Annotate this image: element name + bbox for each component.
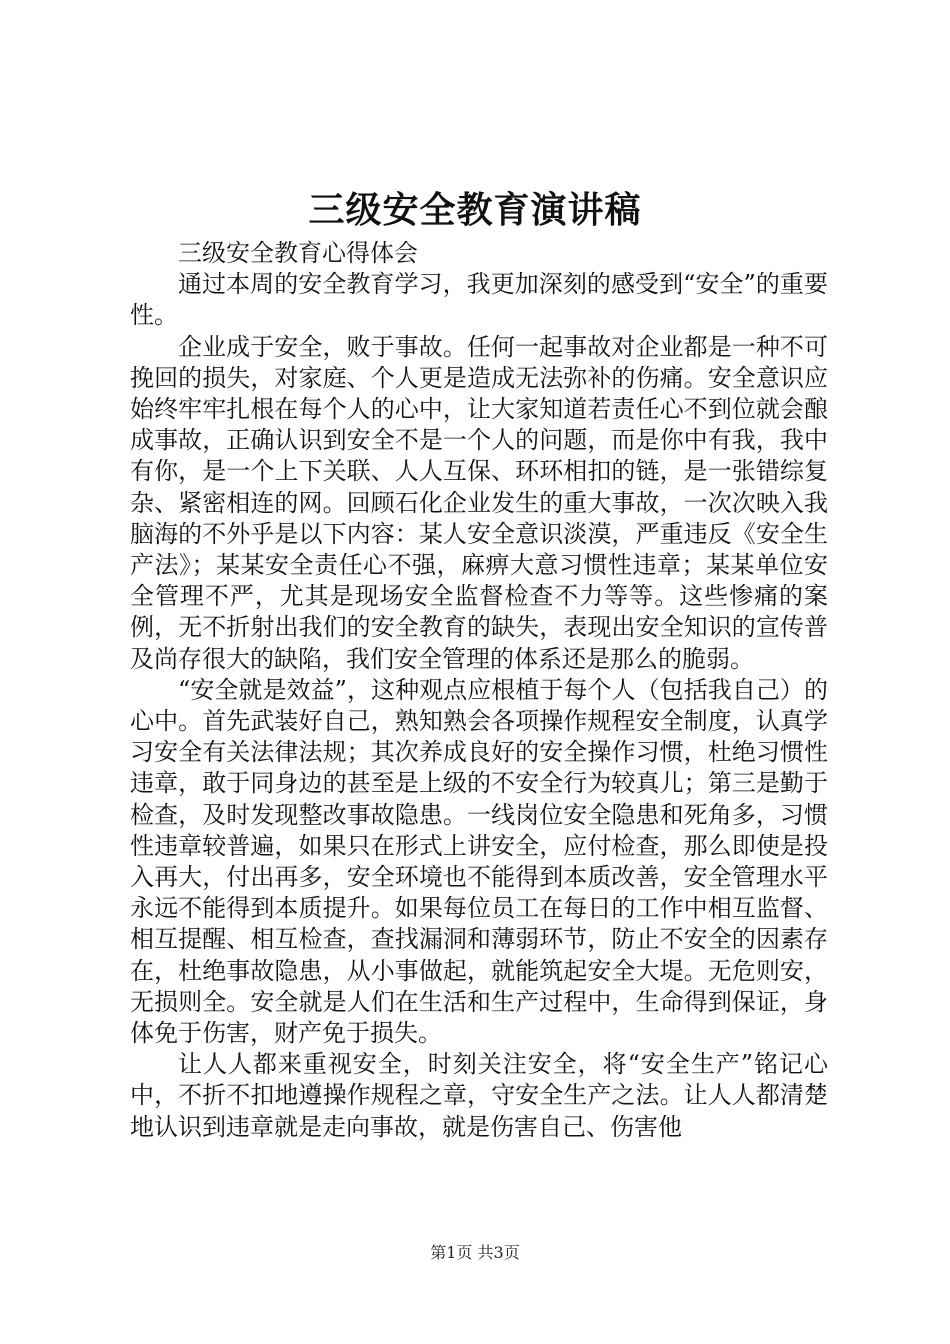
paragraph-subtitle: 三级安全教育心得体会 bbox=[178, 239, 418, 267]
paragraph: 通过本周的安全教育学习，我更加深刻的感受到“安全”的重要性。 bbox=[130, 270, 828, 330]
paragraph: “安全就是效益”，这种观点应根植于每个人（包括我自己）的心中。首先武装好自己，熟知熟会各项操作规程安全制度，认真学习安全有关法律法规；其次养成良好的安全操作习惯，杜绝习惯性违章，敢于同身边的甚至是上级的不安全行为较真儿；第三是勤于检查，及时发现整改事故隐患。一线岗位安全隐患和死角多，习惯性违章较普遍，如果只在形式上讲安全，应付检查，那么即使是投入再大，付出再多，安全环境也不能得到本质改善，安全管理水平永远不能得到本质提升。如果每位员工在每日的工作中相互监督、相互提醒、相互检查，查找漏洞和薄弱环节，防止不安全的因素存在，杜绝事故隐患，从小事做起，就能筑起安全大堤。无危则安，无损则全。安全就是人们在生活和生产过程中，生命得到保证，身体免于伤害，财产免于损失。 bbox=[130, 675, 828, 1048]
page-footer: 第1页 共3页 bbox=[430, 1243, 520, 1262]
paragraph: 企业成于安全，败于事故。任何一起事故对企业都是一种不可挽回的损失，对家庭、个人更是造成无法弥补的伤痛。安全意识应始终牢牢扎根在每个人的心中，让大家知道若责任心不到位就会酿成事故，正确认识到安全不是一个人的问题，而是你中有我，我中有你，是一个上下关联、人人互保、环环相扣的链，是一张错综复杂、紧密相连的网。回顾石化企业发生的重大事故，一次次映入我脑海的不外乎是以下内容：某人安全意识淡漠，严重违反《安全生产法》；某某安全责任心不强，麻痹大意习惯性违章；某某单位安全管理不严，尤其是现场安全监督检查不力等等。这些惨痛的案例，无不折射出我们的安全教育的缺失，表现出安全知识的宣传普及尚存很大的缺陷，我们安全管理的体系还是那么的脆弱。 bbox=[130, 332, 828, 673]
document-title: 三级安全教育演讲稿 bbox=[308, 189, 642, 231]
document-body bbox=[130, 238, 828, 1143]
paragraph: 让人人都来重视安全，时刻关注安全，将“安全生产”铭记心中，不折不扣地遵操作规程之章，守安全生产之法。让人人都清楚地认识到违章就是走向事故，就是伤害自己、伤害他 bbox=[130, 1050, 828, 1141]
